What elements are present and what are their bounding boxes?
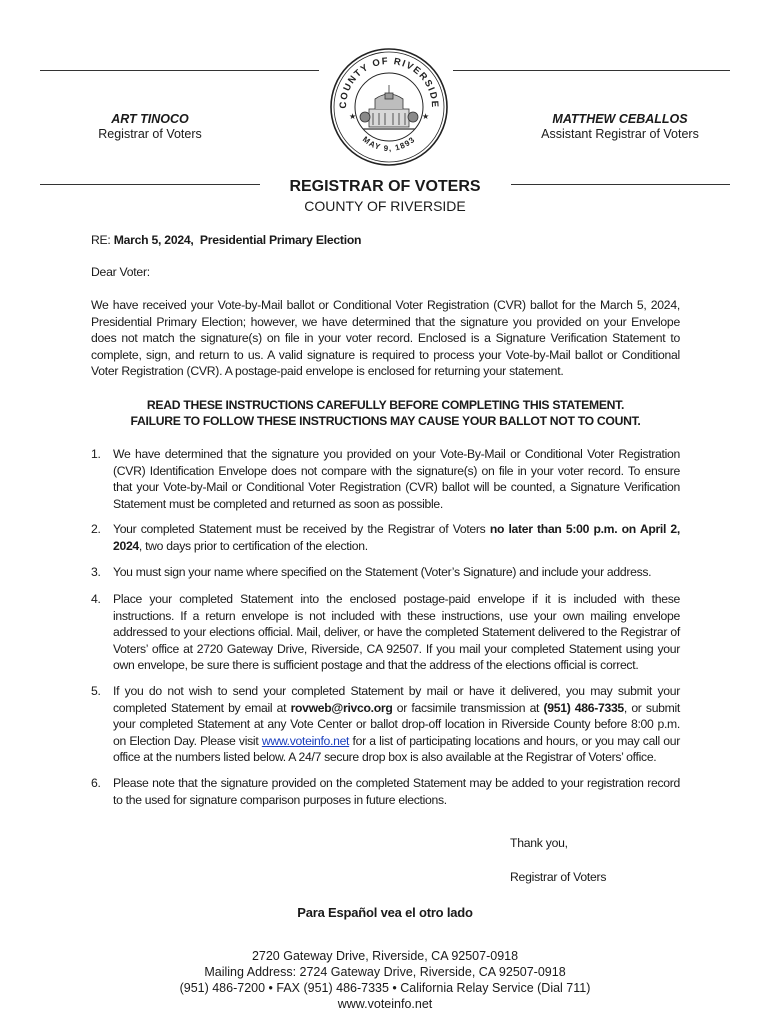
list-item-5: [91, 683, 680, 766]
svg-text:★: ★: [422, 112, 430, 121]
footer-mailing-address: Mailing Address: 2724 Gateway Drive, Riverside, CA 92507-0918: [204, 965, 566, 979]
assistant-registrar-title: Assistant Registrar of Voters: [541, 127, 699, 141]
item-2-text-b: , two days prior to certification of the election.: [138, 538, 368, 553]
spanish-note: Para Español vea el otro lado: [297, 905, 473, 920]
fax-number: (951) 486-7335: [543, 700, 624, 715]
item-5-text-c: , or submit your completed Statement at any Vote Center or ballot drop-off location in Riverside County before 8:00 p.m. on Election Day. Please visit: [113, 700, 681, 748]
list-item-6: [91, 775, 680, 808]
instructions-line-2: FAILURE TO FOLLOW THESE INSTRUCTIONS MAY CAUSE YOUR BALLOT NOT TO COUNT.: [130, 414, 641, 428]
item-2-text-a: Your completed Statement must be received by the Registrar of Voters: [113, 522, 490, 536]
list-item-number: 6.: [91, 776, 101, 790]
seal-top-text: COUNTY OF RIVERSIDE: [337, 55, 441, 109]
list-item-2: [91, 521, 680, 554]
registrar-title: Registrar of Voters: [98, 127, 202, 141]
list-item-number: 5.: [91, 684, 101, 698]
list-item-number: 1.: [91, 447, 101, 461]
closing-signature: Registrar of Voters: [510, 870, 607, 884]
re-line: [91, 233, 361, 247]
list-item-number: 2.: [91, 522, 101, 536]
salutation: Dear Voter:: [91, 265, 150, 279]
footer-address: 2720 Gateway Drive, Riverside, CA 92507-0918: [251, 949, 519, 963]
email-address: rovweb@rivco.org: [290, 700, 393, 715]
header-rule-left-top: [40, 70, 319, 71]
list-item-1: [91, 446, 680, 512]
registrar-name: ART TINOCO: [111, 112, 189, 126]
list-item-text: Please note that the signature provided on the completed Statement may be added to your registration record to the used for signature comparison purposes in future elections.: [113, 776, 680, 807]
header-rule-right-top: [453, 70, 730, 71]
list-item-number: 3.: [91, 565, 101, 579]
item-5-text-d: for a list of participating locations and hours, or you may call our office at the numbers listed below. A 24/7 secure drop box is also available at the Registrar of Voters’ office.: [113, 733, 680, 764]
svg-text:★: ★: [349, 112, 357, 121]
list-item-text: Place your completed Statement into the enclosed postage-paid envelope if it is included with these instructions. If a return envelope is not included with these instructions, use your own mailing envelope addressed to your elections official. Mail, deliver, or have the completed Statement delivered to the Registrar of Voters’ office at 2720 Gateway Drive, Riverside, CA 92507. If you mail your completed Statement using your own envelope, be sure there is sufficient postage and that the address of the elections official is correct.: [113, 592, 680, 672]
org-subtitle: COUNTY OF RIVERSIDE: [304, 198, 466, 214]
re-label: RE:: [91, 233, 111, 247]
seal-bottom-text: MAY 9, 1893: [360, 134, 418, 154]
list-item-3: [91, 564, 680, 581]
list-item-text: [113, 521, 680, 554]
list-item-4: [91, 591, 680, 674]
list-item-number: 4.: [91, 592, 101, 606]
assistant-registrar-name: MATTHEW CEBALLOS: [552, 112, 688, 126]
re-subject: March 5, 2024, Presidential Primary Election: [113, 233, 362, 247]
closing-thanks: Thank you,: [510, 836, 568, 850]
voteinfo-link[interactable]: www.voteinfo.net: [261, 733, 350, 748]
item-5-text-a: If you do not wish to send your completed Statement by mail or have it delivered, you may submit your completed Statement by email at: [113, 684, 680, 715]
list-item-text: We have determined that the signature you provided on your Vote-By-Mail or Conditional Voter Registration (CVR) Identification Envelope does not compare with the signature(s) on file in your voter record. To ensure that your Vote-by-Mail or Conditional Voter Registration (CVR) ballot will be counted, a Signature Verification Statement must be completed and returned as soon as possible.: [113, 447, 680, 511]
org-title: REGISTRAR OF VOTERS: [289, 178, 481, 195]
list-item-text: [113, 683, 680, 766]
footer-website[interactable]: www.voteinfo.net: [337, 997, 433, 1011]
instructions-line-1: READ THESE INSTRUCTIONS CAREFULLY BEFORE COMPLETING THIS STATEMENT.: [146, 398, 625, 412]
intro-paragraph: We have received your Vote-by-Mail ballot or Conditional Voter Registration (CVR) ballot for the March 5, 2024, Presidential Primary Election; however, we have determined that the signature you provided on your Envelope does not match the signature(s) on file in your voter record. Enclosed is a Signature Verification Statement to complete, sign, and return to us. A valid signature is required to process your Vote-by-Mail ballot or Conditional Voter Registration (CVR). A postage-paid envelope is enclosed for returning your statement.: [91, 298, 680, 378]
footer-phone-fax: (951) 486-7200 • FAX (951) 486-7335 • California Relay Service (Dial 711): [179, 981, 591, 995]
list-item-text: You must sign your name where specified on the Statement (Voter’s Signature) and include your address.: [113, 565, 652, 579]
item-5-text-b: or facsimile transmission at: [392, 700, 544, 715]
item-2-deadline: no later than 5:00 p.m. on April 2, 2024: [113, 522, 680, 553]
county-seal-logo: [329, 47, 449, 167]
